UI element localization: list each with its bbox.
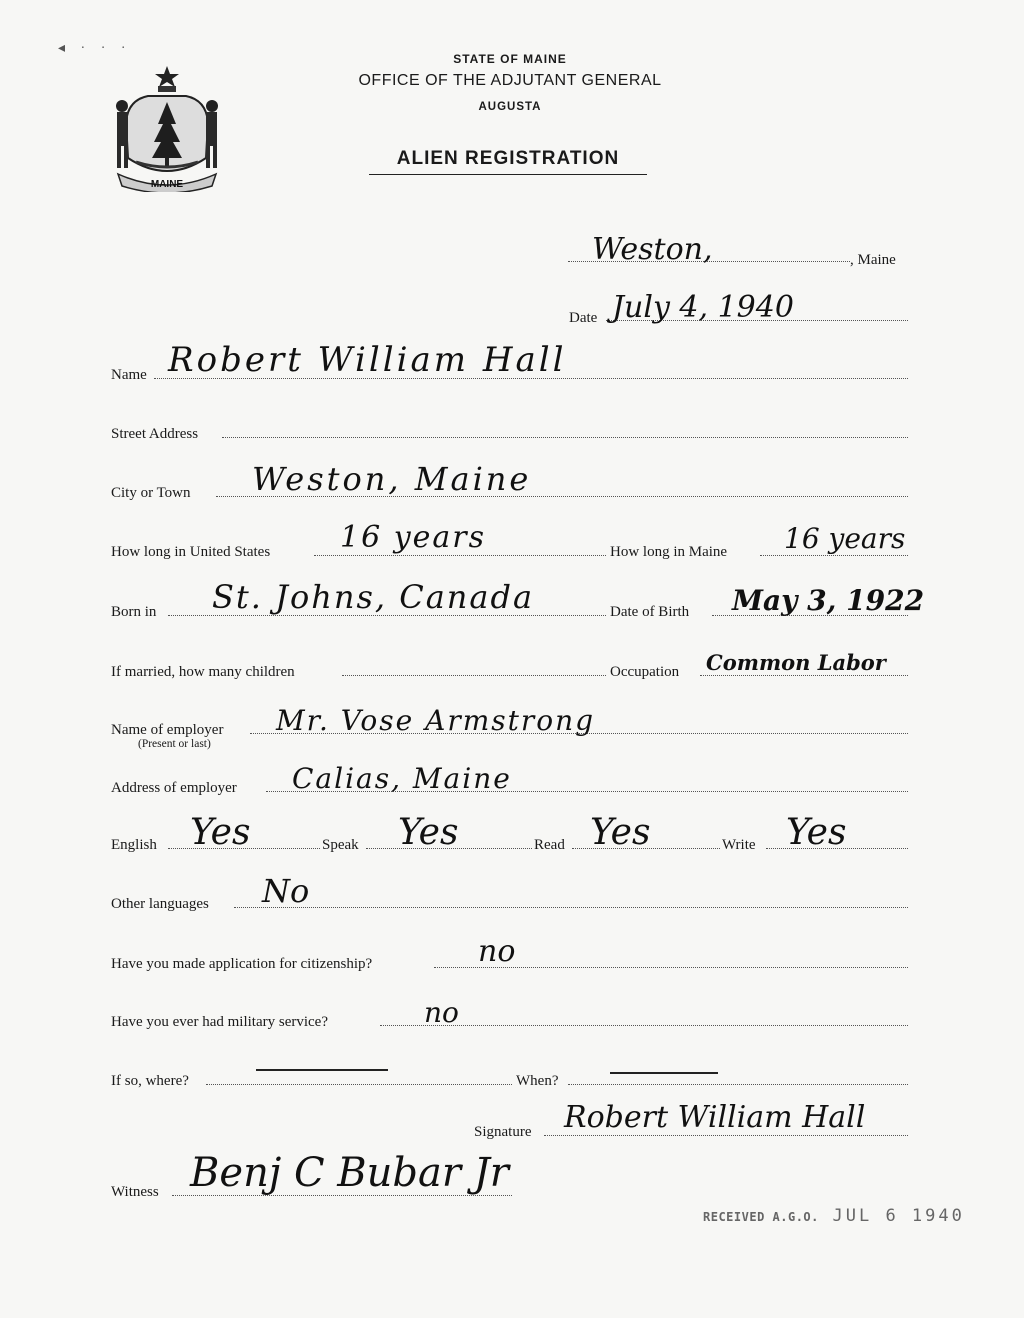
how-long-maine-label: How long in Maine (610, 544, 728, 560)
date-label: Date (569, 310, 598, 326)
svg-text:MAINE: MAINE (150, 179, 184, 190)
received-stamp-date: JUL 6 1940 (832, 1206, 965, 1226)
how-long-us-label: How long in United States (111, 544, 271, 560)
office-heading: OFFICE OF THE ADJUTANT GENERAL (358, 72, 662, 89)
signature-field (544, 1135, 908, 1136)
received-stamp (703, 1206, 965, 1226)
street-address-field (222, 437, 908, 438)
read-value: Yes (590, 812, 651, 853)
other-languages-field (234, 907, 908, 908)
signature-value: Robert William Hall (564, 1100, 866, 1135)
town-value: Weston, (592, 232, 713, 267)
born-in-value: St. Johns, Canada (212, 578, 535, 616)
employer-value: Mr. Vose Armstrong (276, 704, 596, 737)
citizenship-value: no (478, 934, 516, 969)
other-languages-value: No (262, 872, 310, 910)
corner-mark: ◂ · · · (58, 41, 132, 56)
date-value: July 4, 1940 (612, 290, 794, 325)
occupation-field (700, 675, 908, 676)
when-field (568, 1084, 908, 1085)
date-of-birth-value: May 3, 1922 (732, 584, 925, 617)
employer-label: Name of employer (111, 722, 224, 738)
military-label: Have you ever had military service? (111, 1014, 328, 1030)
city-heading: AUGUSTA (478, 101, 542, 113)
state-heading: STATE OF MAINE (453, 52, 567, 66)
how-long-us-value: 16 years (340, 520, 487, 555)
english-label: English (111, 837, 157, 853)
employer-address-label: Address of employer (111, 780, 237, 796)
military-field (380, 1025, 908, 1026)
when-dash (610, 1072, 718, 1074)
witness-label: Witness (111, 1184, 159, 1200)
other-languages-label: Other languages (111, 896, 209, 912)
title-underline (369, 174, 647, 175)
where-dash (256, 1069, 388, 1071)
city-or-town-value: Weston, Maine (252, 460, 532, 498)
how-long-us-field (314, 555, 606, 556)
employer-sublabel: (Present or last) (138, 738, 211, 750)
street-address-label: Street Address (111, 426, 199, 442)
occupation-label: Occupation (610, 664, 680, 680)
write-label: Write (722, 837, 756, 853)
where-label: If so, where? (111, 1073, 189, 1089)
when-label: When? (516, 1073, 559, 1089)
name-value: Robert William Hall (168, 340, 567, 380)
signature-label: Signature (474, 1124, 532, 1140)
born-in-label: Born in (111, 604, 157, 620)
write-value: Yes (786, 812, 847, 853)
children-label: If married, how many children (111, 664, 295, 680)
english-value: Yes (190, 812, 251, 853)
town-suffix: , Maine (850, 252, 896, 268)
witness-value: Benj C Bubar Jr (190, 1150, 509, 1196)
where-field (206, 1084, 512, 1085)
name-label: Name (111, 367, 147, 383)
read-label: Read (534, 837, 565, 853)
citizenship-label: Have you made application for citizenship? (111, 956, 373, 972)
children-field (342, 675, 606, 676)
occupation-value: Common Labor (706, 650, 886, 675)
form-title: ALIEN REGISTRATION (396, 148, 620, 169)
received-stamp-text: RECEIVED A.G.O. (703, 1210, 819, 1224)
military-value: no (424, 996, 459, 1029)
how-long-maine-value: 16 years (784, 522, 906, 555)
employer-address-value: Calias, Maine (292, 762, 512, 795)
city-or-town-label: City or Town (111, 485, 191, 501)
date-of-birth-label: Date of Birth (610, 604, 690, 620)
how-long-maine-field (760, 555, 908, 556)
speak-label: Speak (322, 837, 359, 853)
speak-value: Yes (398, 812, 459, 853)
